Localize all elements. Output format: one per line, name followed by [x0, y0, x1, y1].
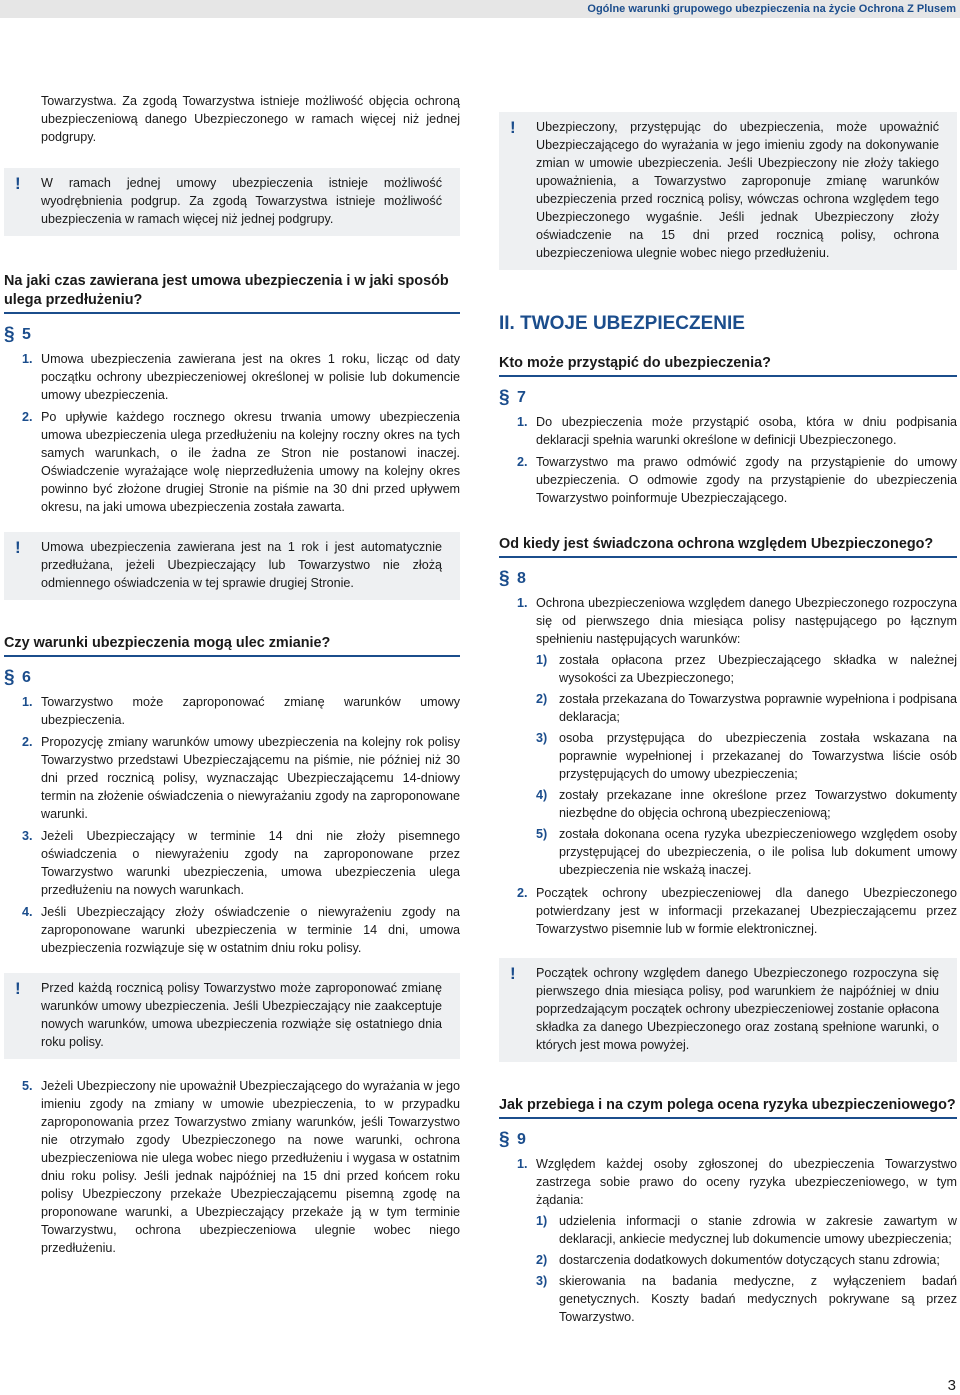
item-text: zostały przekazane inne określone przez Towarzystwo dokumenty niezbędne do objęcia ochroną ubezpieczeniową;	[559, 788, 957, 820]
list-item	[499, 884, 957, 938]
item-text: Jeżeli Ubezpieczony nie upoważnił Ubezpieczającego do wyrażania w jego imieniu zgody na zmiany w umowie ubezpieczenia, to w przypadku zaproponowania przez Towarzystwo zmiany warunków, jeśli Towarzystwo nie otrzymało zgody Ubezpieczonego na nowe warunki, ochrona ubezpieczeniowa nie ulega wobec niego przedłużeniu i wygasa w ostatnim dniu roku polisy. Jeśli jednak najpóźniej na 15 dni przed końcem roku polisy Ubezpieczony przekaże Ubezpieczającemu pisemną zgodę na proponowane warunki, a Ubezpieczający przekaże ją w tym terminie Towarzystwu, ochrona ubezpieczeniowa ulegnie wobec niego przedłużeniu.	[41, 1079, 460, 1255]
list-item	[4, 733, 460, 823]
section-5-number: § 5	[4, 324, 460, 346]
section-7-list	[499, 413, 957, 507]
section-8-list	[499, 594, 957, 938]
note-text: Umowa ubezpieczenia zawierana jest na 1 rok i jest automatycznie przedłużana, jeżeli Ubezpieczający lub Towarzystwo nie złożą odmiennego oświadczenia w tej sprawie drugiej Stronie.	[41, 540, 442, 590]
running-header-title: Ogólne warunki grupowego ubezpieczenia na życie	[587, 3, 856, 15]
right-column	[499, 112, 957, 1326]
item-number: 2.	[517, 455, 528, 469]
item-number: 1)	[536, 1214, 548, 1228]
item-text: Umowa ubezpieczenia zawierana jest na okres 1 roku, licząc od daty początku ochrony ubezpieczeniowej określonej w polisie lub dokumencie umowy ubezpieczenia.	[41, 352, 460, 402]
section-8-number: § 8	[499, 568, 957, 590]
item-text: Początek ochrony ubezpieczeniowej dla danego Ubezpieczonego potwierdzany jest w informacji przekazanej Ubezpieczającemu przez Towarzystwo pisemnie lub w formie elektronicznej.	[536, 886, 957, 936]
item-number: 4.	[22, 905, 33, 919]
note-text: Przed każdą rocznicą polisy Towarzystwo może zaproponować zmianę warunków umowy ubezpieczenia. Jeśli Ubezpieczający nie zaakceptuje nowych warunków, umowa ubezpieczenia rozwiąże się ostatniego dnia roku polisy.	[41, 981, 442, 1049]
item-number: 5)	[536, 827, 548, 841]
heading-duration: Na jaki czas zawierana jest umowa ubezpieczenia i w jaki sposób ulega przedłużeniu?	[4, 272, 460, 314]
section-9-list	[499, 1155, 957, 1326]
sub-list-item	[499, 690, 957, 726]
item-number: 1)	[536, 653, 548, 667]
header-bar	[0, 0, 960, 18]
section-6-list	[4, 693, 460, 957]
sub-list-item	[499, 1272, 957, 1326]
exclamation-icon: !	[510, 964, 516, 983]
item-number: 4)	[536, 788, 548, 802]
note-text: W ramach jednej umowy ubezpieczenia istnieje możliwość wyodrębnienia podgrup. Za zgodą Towarzystwa istnieje możliwość ubezpieczenia w ramach więcej niż jednej podgrupy.	[41, 176, 442, 226]
item-text: Towarzystwo może zaproponować zmianę warunków umowy ubezpieczenia.	[41, 695, 460, 727]
item-text: osoba przystępująca do ubezpieczenia została wskazana na poprawnie wypełnionej i przekazanej do Towarzystwa liście osób przystępujących do umowy ubezpieczenia;	[559, 731, 957, 781]
item-text: udzielenia informacji o stanie zdrowia w zakresie zawartym w deklaracji, ankiecie medycznej lub dokumencie umowy ubezpieczenia;	[559, 1214, 957, 1246]
item-number: 2.	[22, 410, 33, 424]
sub-list-item	[499, 651, 957, 687]
heading-risk: Jak przebiega i na czym polega ocena ryzyka ubezpieczeniowego?	[499, 1096, 957, 1119]
note-box-subgroups	[4, 168, 460, 236]
item-number: 3)	[536, 731, 548, 745]
heading-since: Od kiedy jest świadczona ochrona względem Ubezpieczonego?	[499, 535, 957, 558]
note-box-consent	[499, 112, 957, 270]
item-number: 1.	[22, 352, 33, 366]
sub-list-item	[499, 729, 957, 783]
list-item	[4, 827, 460, 899]
sub-list-item	[499, 1212, 957, 1248]
item-text: Do ubezpieczenia może przystąpić osoba, która w dniu podpisania deklaracji spełnia warunki określone w definicji Ubezpieczonego.	[536, 415, 957, 447]
chapter-title: II. TWOJE UBEZPIECZENIE	[499, 313, 745, 334]
section-6-number: § 6	[4, 667, 460, 689]
left-column	[4, 92, 460, 1257]
item-text: Ochrona ubezpieczeniowa względem danego Ubezpieczonego rozpoczyna się od pierwszego dnia miesiąca polisy następującego po łącznym spełnieniu następujących warunków:	[536, 596, 957, 646]
list-item	[499, 453, 957, 507]
exclamation-icon: !	[15, 174, 21, 193]
list-item	[499, 413, 957, 449]
item-number: 5.	[22, 1079, 33, 1093]
item-text: skierowania na badania medyczne, z wyłączeniem badań genetycznych. Koszty badań medycznych pokrywane są przez Towarzystwo.	[559, 1274, 957, 1324]
sub-list-item	[499, 1251, 957, 1269]
item-text: Propozycję zmiany warunków umowy ubezpieczenia na kolejny rok polisy Towarzystwo przedstawi Ubezpieczającemu na piśmie, nie później niż 30 dni przed rocznicą polisy, wyznaczając Ubezpieczającemu 14-dniowy termin na złożenie oświadczenia o niewyrażaniu zgody na zaproponowane warunki.	[41, 735, 460, 821]
item-text: została dokonana ocena ryzyka ubezpieczeniowego względem osoby przystępującej do ubezpieczenia, o ile polisa lub dokument umowy ubezpieczenia nie wskażą inaczej.	[559, 827, 957, 877]
item-text: Po upływie każdego rocznego okresu trwania umowy ubezpieczenia umowa ubezpieczenia ulega przedłużeniu na kolejny roczny okres na tych samych warunkach, o ile żadna ze Stron nie postanowi inaczej. Oświadczenie wyrażające wolę nieprzedłużenia umowy na kolejny okres powinno być złożone drugiej Stronie na piśmie na 30 dni przed upływem okresu, na jaki umowa ubezpieczenia została zawarta.	[41, 410, 460, 514]
exclamation-icon: !	[15, 538, 21, 557]
item-text: Towarzystwo ma prawo odmówić zgody na przystąpienie do umowy ubezpieczenia. O odmowie zgody na przystąpienie do ubezpieczenia Towarzystwo poinformuje Ubezpieczającego.	[536, 455, 957, 505]
item-number: 3)	[536, 1274, 548, 1288]
item-text: Jeśli Ubezpieczający złoży oświadczenie o niewyrażeniu zgody na zaproponowane warunki ubezpieczenia w terminie 14 dni, umowa ubezpieczenia rozwiązuje się w ostatnim dniu roku polisy.	[41, 905, 460, 955]
sub-list-item	[499, 786, 957, 822]
list-item	[4, 903, 460, 957]
item-text: Względem każdej osoby zgłoszonej do ubezpieczenia Towarzystwo zastrzega sobie prawo do oceny ryzyka ubezpieczeniowego, w tym żądania:	[536, 1157, 957, 1207]
section-7-number: § 7	[499, 387, 957, 409]
item-number: 1.	[517, 415, 528, 429]
item-number: 1.	[517, 596, 528, 610]
list-item	[499, 1155, 957, 1209]
running-header-product: Ochrona Z Plusem	[858, 3, 956, 15]
list-item	[499, 594, 957, 648]
heading-change: Czy warunki ubezpieczenia mogą ulec zmianie?	[4, 634, 460, 657]
item-number: 1.	[517, 1157, 528, 1171]
list-item	[4, 408, 460, 516]
exclamation-icon: !	[510, 118, 516, 137]
item-number: 2.	[517, 886, 528, 900]
continuation-paragraph: Towarzystwa. Za zgodą Towarzystwa istnieje możliwość objęcia ochroną ubezpieczeniową danego Ubezpieczonego w ramach więcej niż jednej podgrupy.	[41, 94, 460, 144]
list-item	[4, 693, 460, 729]
heading-who: Kto może przystąpić do ubezpieczenia?	[499, 354, 957, 377]
list-item	[4, 1077, 460, 1257]
note-box-anniversary	[4, 973, 460, 1059]
item-text: dostarczenia dodatkowych dokumentów dotyczących stanu zdrowia;	[559, 1253, 940, 1267]
note-box-annual	[4, 532, 460, 600]
item-number: 3.	[22, 829, 33, 843]
running-header	[587, 1, 956, 17]
item-text: została przekazana do Towarzystwa poprawnie wypełniona i podpisana deklaracja;	[559, 692, 957, 724]
item-text: Jeżeli Ubezpieczający w terminie 14 dni nie złoży pisemnego oświadczenia o niewyrażeniu zgody na zaproponowane przez Towarzystwo warunki ubezpieczenia, umowa ubezpieczenia ulega przedłużeniu na nowych warunkach.	[41, 829, 460, 897]
note-text: Początek ochrony względem danego Ubezpieczonego rozpoczyna się pierwszego dnia miesiąca polisy, pod warunkiem że najpóźniej w dniu poprzedzającym początek ochrony ubezpieczeniowej zostanie opłacona składka za danego Ubezpieczonego oraz zostaną spełnione warunki, o których jest mowa powyżej.	[536, 966, 939, 1052]
note-box-start	[499, 958, 957, 1062]
page-number: 3	[947, 1377, 956, 1394]
item-text: została opłacona przez Ubezpieczającego składka w należnej wysokości za Ubezpieczonego;	[559, 653, 957, 685]
section-5-list	[4, 350, 460, 516]
item-number: 2)	[536, 692, 548, 706]
item-number: 1.	[22, 695, 33, 709]
item-number: 2)	[536, 1253, 548, 1267]
note-text: Ubezpieczony, przystępując do ubezpieczenia, może upoważnić Ubezpieczającego do wyrażania w jego imieniu zgody na dokonywanie zmian w umowie ubezpieczenia. Jeśli Ubezpieczony nie złoży takiego upoważnienia, a Towarzystwo zaproponuje zmianę warunków ubezpieczenia przed rocznicą polisy, wówczas ochrona względem tego Ubezpieczonego wygaśnie. Jeśli jednak Ubezpieczony złoży oświadczenie na 15 dni przed rocznicą polisy, ochrona ubezpieczeniowa ulegnie wobec niego przedłużeniu.	[536, 120, 939, 260]
item-number: 2.	[22, 735, 33, 749]
list-item	[4, 350, 460, 404]
section-9-number: § 9	[499, 1129, 957, 1151]
exclamation-icon: !	[15, 979, 21, 998]
sub-list-item	[499, 825, 957, 879]
